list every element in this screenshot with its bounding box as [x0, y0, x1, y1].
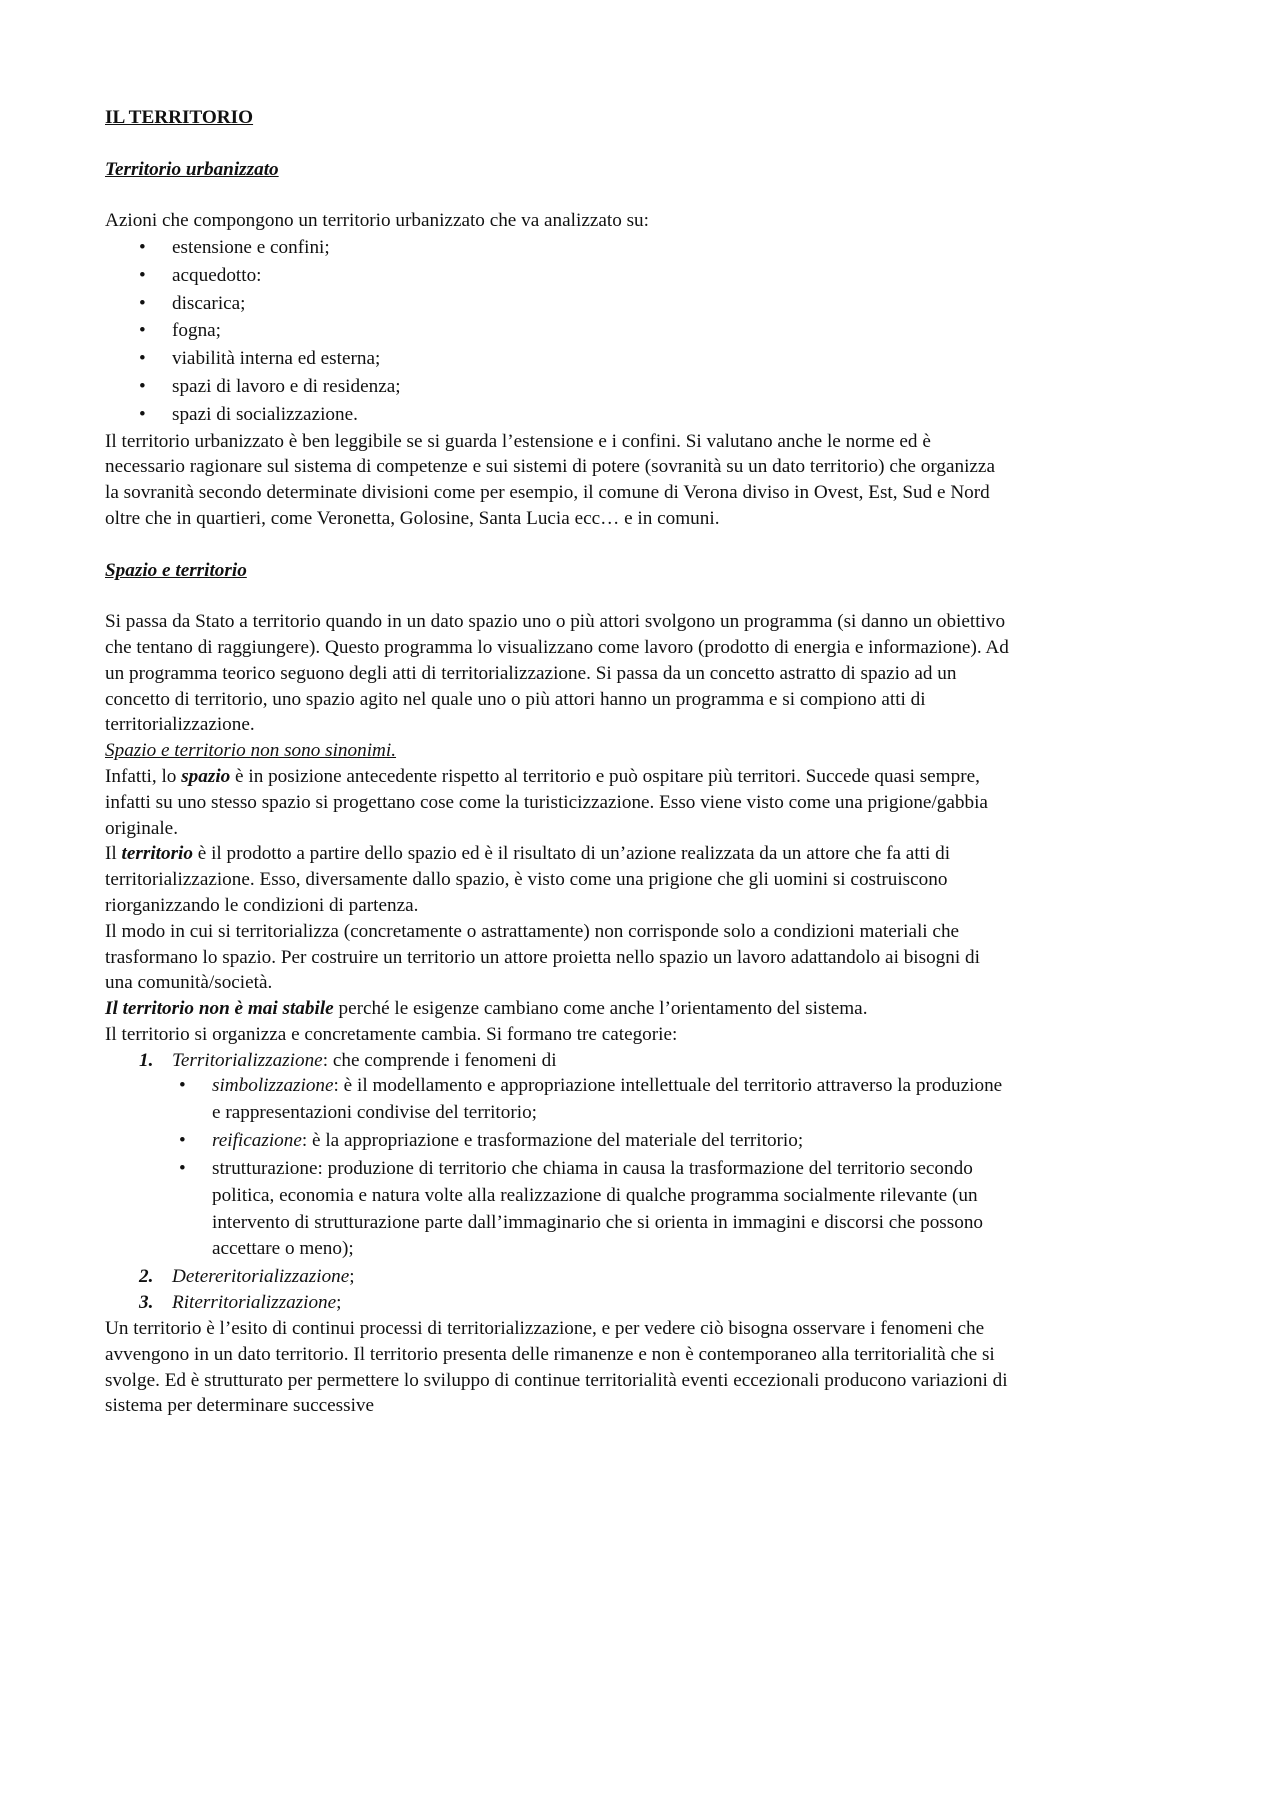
category-item [105, 1290, 1010, 1316]
list-item: • spazi di socializzazione. [105, 401, 1010, 429]
subcategory-term: simbolizzazione [212, 1075, 334, 1097]
subcategory-text: : è il modellamento e appropriazione intellettuale del territorio attraverso la produzione e rappresentazioni condivise del territorio; [212, 1075, 1003, 1124]
category-term: Territorializzazione [172, 1049, 323, 1071]
territorio-term: territorio [121, 843, 193, 865]
analysis-list [105, 234, 1010, 429]
modo-paragraph: Il modo in cui si territorializza (concretamente o astrattamente) non corrisponde solo a condizioni materiali che trasformano lo spazio. Per costruire un territorio un attore proietta nello spazio un lavoro adattandolo ai bisogni di una comunità/società. [105, 920, 980, 994]
list-item: • estensione e confini; [105, 234, 1010, 262]
section1-intro: Azioni che compongono un territorio urbanizzato che va analizzato su: [105, 210, 649, 232]
category-number: 2. [139, 1266, 154, 1288]
list-item: • spazi di lavoro e di residenza; [105, 373, 1010, 401]
subcategory-text: strutturazione: produzione di territorio che chiama in causa la trasformazione del territorio secondo politica, economia e natura volte alla realizzazione di qualche programma socialmente rilevante (un intervento di strutturazione parte dall’immaginario che si orienta in immagini e discorsi che possono accettare o meno); [212, 1158, 984, 1260]
category-term: Riterritorializzazione [172, 1292, 337, 1314]
closing-paragraph: Un territorio è l’esito di continui processi di territorializzazione, e per vedere ciò bisogna osservare i fenomeni che avvengono in un dato territorio. Il territorio presenta delle rimanenze e non è contemporaneo alla territorialità che si svolge. Ed è strutturato per permettere lo sviluppo di continue territorialità eventi eccezionali producono variazioni di sistema per determinare successive [105, 1318, 1008, 1417]
subcategory-term: reificazione [212, 1130, 302, 1152]
subcategory-item [172, 1073, 1010, 1126]
subcategory-list [172, 1073, 1010, 1262]
subcategory-item [172, 1156, 1010, 1262]
category-number: 3. [139, 1292, 154, 1314]
list-item: • discarica; [105, 290, 1010, 318]
category-item [105, 1264, 1010, 1290]
list-item: • viabilità interna ed esterna; [105, 345, 1010, 373]
categories-list [105, 1048, 1010, 1316]
section1-paragraph: Il territorio urbanizzato è ben leggibile se si guarda l’estensione e i confini. Si valutano anche le norme ed è necessario ragionare sul sistema di competenze e sui sistemi di potere (sovranità su un dato territorio) che organizza la sovranità secondo determinate divisioni come per esempio, il comune di Verona diviso in Ovest, Est, Sud e Nord oltre che in quartieri, come Veronetta, Golosine, Santa Lucia ecc… e in comuni. [105, 430, 995, 529]
subcategory-item [172, 1128, 1010, 1155]
territorio-paragraph [105, 841, 1010, 918]
section-heading-spazio-e-territorio: Spazio e territorio [105, 559, 247, 581]
document-page [105, 105, 1010, 1419]
category-number: 1. [139, 1049, 154, 1071]
not-synonyms-statement: Spazio e territorio non sono sinonimi. [105, 740, 397, 762]
category-term: Detereritorializzazione [172, 1266, 350, 1288]
subcategory-text: : è la appropriazione e trasformazione del materiale del territorio; [301, 1130, 804, 1152]
category-text: ; [349, 1266, 355, 1288]
territorio-prefix: Il [105, 843, 122, 865]
section2-paragraph-1: Si passa da Stato a territorio quando in un dato spazio uno o più attori svolgono un programma (si danno un obiettivo che tentano di raggiungere). Questo programma lo visualizzano come lavoro (prodotto di energia e informazione). Ad un programma teorico seguono degli atti di territorializzazione. Si passa da un concetto astratto di spazio ad un concetto di territorio, uno spazio agito nel quale uno o più attori hanno un programma e si compiono atti di territorializzazione. [105, 611, 1009, 736]
spazio-definition: è in posizione antecedente rispetto al territorio e può ospitare più territori. Succede quasi sempre, infatti su uno stesso spazio si progettano cose come la turisticizzazione. Esso viene visto come una prigione/gabbia originale. [105, 765, 988, 839]
spazio-paragraph [105, 764, 1010, 841]
section-heading-territorio-urbanizzato: Territorio urbanizzato [105, 158, 279, 180]
category-text: : che comprende i fenomeni di [322, 1049, 557, 1071]
stabile-term: Il territorio non è mai stabile [105, 998, 334, 1020]
document-title: IL TERRITORIO [105, 107, 254, 128]
spazio-term: spazio [181, 765, 231, 787]
territorio-definition: è il prodotto a partire dello spazio ed è il risultato di un’azione realizzata da un attore che fa atti di territorializzazione. Esso, diversamente dallo spazio, è visto come una prigione che gli uomini si costruiscono riorganizzando le condizioni di partenza. [105, 843, 951, 916]
category-text: ; [336, 1292, 342, 1314]
list-item: • fogna; [105, 317, 1010, 345]
category-item [105, 1048, 1010, 1263]
categorie-intro: Il territorio si organizza e concretamente cambia. Si formano tre categorie: [105, 1023, 678, 1045]
stabile-text: perché le esigenze cambiano come anche l’orientamento del sistema. [333, 998, 868, 1020]
list-item: • acquedotto: [105, 262, 1010, 290]
spazio-prefix: Infatti, lo [105, 765, 182, 787]
stabile-paragraph [105, 996, 1010, 1022]
